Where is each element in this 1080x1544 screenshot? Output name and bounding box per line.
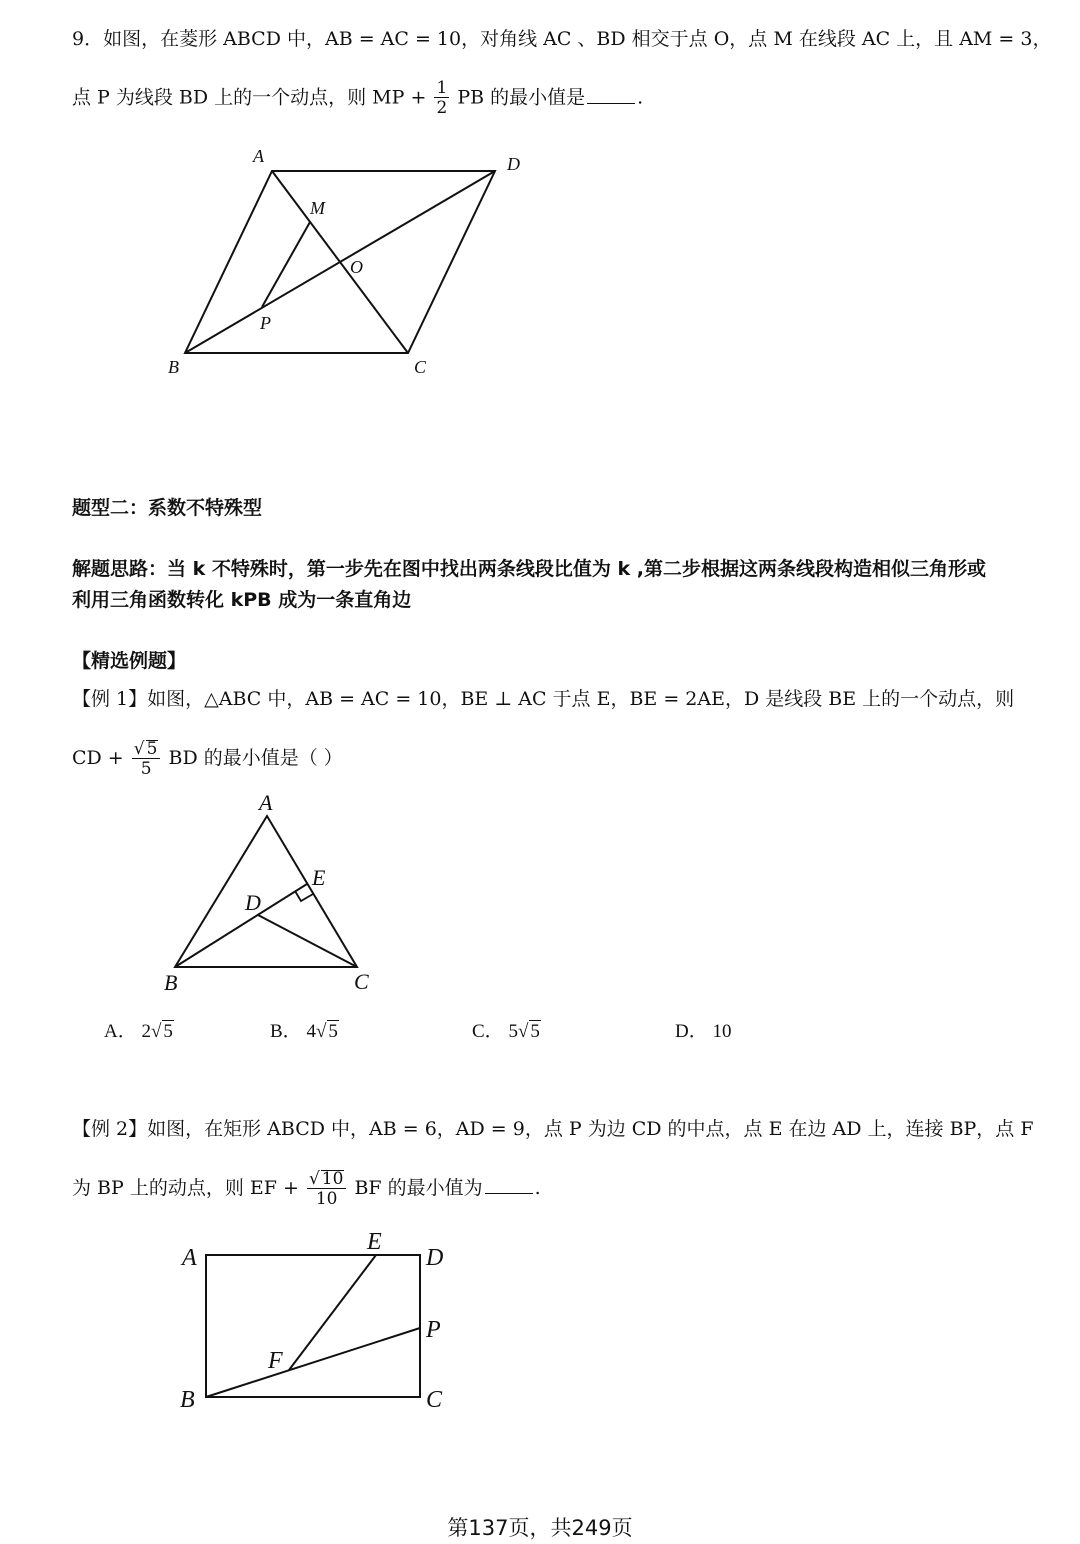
q9-fraction [434, 80, 449, 117]
ex1-text-line2 [72, 740, 343, 778]
label-A: A [182, 1245, 197, 1271]
segment-be [175, 884, 307, 967]
choice-b-letter: B． [270, 1021, 302, 1042]
q9-line2-end: . [637, 86, 644, 109]
choice-b[interactable]: B． 4√ 5 [270, 1021, 338, 1042]
right-angle-mark [295, 891, 313, 901]
ex2-frac-num: √ 10 [307, 1170, 346, 1189]
examples-header: 【精选例题】 [72, 650, 187, 672]
section-title: 题型二：系数不特殊型 [72, 497, 263, 519]
choice-c[interactable]: C． 5√ 5 [472, 1021, 540, 1042]
rhombus-diagram [150, 140, 550, 390]
ex1-frac-num-radicand: 5 [146, 739, 158, 759]
choice-a-radicand: 5 [163, 1021, 173, 1042]
choice-d-letter: D． [675, 1021, 708, 1042]
ex2-text-line1: 【例 2】如图，在矩形 ABCD 中，AB = 6，AD = 9，点 P 为边 CD 的中点，点 E 在边 AD 上，连接 BP，点 F [72, 1118, 1034, 1140]
label-D: D [426, 1245, 444, 1271]
label-P: P [426, 1317, 441, 1343]
solution-idea-line1: 解题思路：当 k 不特殊时，第一步先在图中找出两条线段比值为 k ,第二步根据这两条线段构造相似三角形或 [72, 558, 986, 580]
choice-d[interactable] [675, 1016, 731, 1043]
choice-d-value: 10 [712, 1021, 732, 1042]
choice-a-coef: 2 [141, 1021, 151, 1042]
ex1-line2-prefix: CD + [72, 747, 124, 769]
segment-ef [289, 1255, 376, 1370]
ex2-text-line2 [72, 1170, 541, 1208]
label-P: P [260, 313, 271, 333]
label-B: B [180, 1387, 195, 1413]
triangle-diagram [150, 790, 390, 1000]
ex2-frac-den: 10 [315, 1189, 338, 1209]
label-C: C [426, 1387, 443, 1413]
triangle-abc [175, 816, 357, 967]
q9-line2-suffix: PB 的最小值是 [457, 86, 586, 109]
ex1-text-line1: 【例 1】如图，△ABC 中，AB = AC = 10，BE ⊥ AC 于点 E，BE = 2AE，D 是线段 BE 上的一个动点，则 [72, 688, 1015, 710]
ex2-line2-end: . [534, 1177, 541, 1199]
page-footer: 第137页，共249页 [447, 1516, 633, 1540]
label-F: F [268, 1348, 283, 1374]
q9-text-line2 [72, 80, 643, 117]
rectangle-diagram [170, 1225, 470, 1425]
q9-frac-num: 1 [436, 78, 448, 98]
ex2-line2-suffix: BF 的最小值为 [354, 1177, 483, 1199]
choice-c-letter: C． [472, 1021, 504, 1042]
label-A: A [253, 146, 264, 166]
answer-blank [587, 103, 635, 104]
label-M: M [310, 198, 325, 218]
ex1-frac-num: √ 5 [132, 740, 161, 759]
ex1-line2-suffix: BD 的最小值是（ ） [168, 747, 343, 769]
ex2-fraction [307, 1170, 346, 1208]
ex1-fraction [132, 740, 161, 778]
label-O: O [350, 257, 363, 277]
label-D: D [245, 890, 261, 915]
label-A: A [259, 790, 273, 815]
answer-blank [485, 1193, 533, 1194]
q9-frac-den: 2 [436, 98, 448, 118]
label-E: E [367, 1229, 382, 1255]
solution-idea-line2: 利用三角函数转化 kPB 成为一条直角边 [72, 589, 412, 611]
ex1-frac-den: 5 [140, 759, 152, 779]
label-B: B [164, 970, 178, 995]
q9-text-line1: 9．如图，在菱形 ABCD 中，AB = AC = 10，对角线 AC 、BD 相交于点 O，点 M 在线段 AC 上，且 AM = 3， [72, 28, 1052, 50]
label-C: C [414, 357, 427, 377]
choice-b-radicand: 5 [328, 1021, 338, 1042]
choice-a[interactable]: A． 2√ 5 [104, 1021, 173, 1042]
ex2-frac-num-radicand: 10 [321, 1169, 344, 1189]
q9-line2-prefix: 点 P 为线段 BD 上的一个动点，则 MP + [72, 86, 427, 109]
choice-c-coef: 5 [508, 1021, 518, 1042]
choice-a-letter: A． [104, 1021, 137, 1042]
label-B: B [168, 357, 179, 377]
diagonal-bd [185, 171, 495, 353]
ex2-line2-prefix: 为 BP 上的动点，则 EF + [72, 1177, 299, 1199]
label-C: C [354, 969, 369, 994]
rectangle-abcd [206, 1255, 420, 1397]
label-E: E [312, 865, 326, 890]
label-D: D [507, 154, 520, 174]
choice-c-radicand: 5 [530, 1021, 540, 1042]
choice-b-coef: 4 [306, 1021, 316, 1042]
